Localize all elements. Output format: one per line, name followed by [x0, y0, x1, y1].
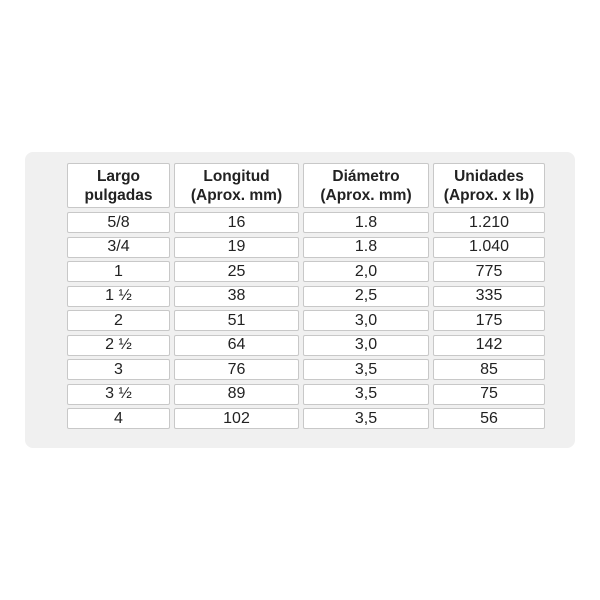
header-longitud-line1: Longitud: [203, 167, 270, 185]
cell-largo: 1: [67, 261, 170, 282]
cell-unidades: 775: [433, 261, 545, 282]
cell-diametro: 3,5: [303, 384, 429, 405]
header-longitud-line2: (Aprox. mm): [190, 186, 283, 204]
cell-largo: 3 ½: [67, 384, 170, 405]
cell-diametro: 1.8: [303, 237, 429, 258]
header-diametro: [303, 163, 429, 208]
cell-largo: 5/8: [67, 212, 170, 233]
cell-longitud: 19: [174, 237, 299, 258]
cell-longitud: 38: [174, 286, 299, 307]
cell-longitud: 25: [174, 261, 299, 282]
cell-unidades: 56: [433, 408, 545, 429]
cell-longitud: 76: [174, 359, 299, 380]
cell-diametro: 3,0: [303, 335, 429, 356]
cell-longitud: 51: [174, 310, 299, 331]
header-longitud: [174, 163, 299, 208]
cell-diametro: 2,0: [303, 261, 429, 282]
header-diametro-line1: Diámetro: [332, 167, 400, 185]
cell-longitud: 89: [174, 384, 299, 405]
cell-largo: 3/4: [67, 237, 170, 258]
cell-longitud: 16: [174, 212, 299, 233]
header-largo-line2: pulgadas: [84, 186, 153, 204]
cell-unidades: 1.210: [433, 212, 545, 233]
cell-unidades: 1.040: [433, 237, 545, 258]
cell-largo: 1 ½: [67, 286, 170, 307]
header-unidades-line1: Unidades: [454, 167, 524, 185]
cell-diametro: 1.8: [303, 212, 429, 233]
cell-diametro: 2,5: [303, 286, 429, 307]
cell-unidades: 142: [433, 335, 545, 356]
header-unidades-line2: (Aprox. x lb): [443, 186, 535, 204]
cell-unidades: 85: [433, 359, 545, 380]
cell-largo: 3: [67, 359, 170, 380]
cell-longitud: 64: [174, 335, 299, 356]
header-unidades: [433, 163, 545, 208]
cell-longitud: 102: [174, 408, 299, 429]
specs-table: [67, 163, 545, 433]
cell-diametro: 3,0: [303, 310, 429, 331]
cell-largo: 2: [67, 310, 170, 331]
header-diametro-line2: (Aprox. mm): [320, 186, 412, 204]
cell-unidades: 335: [433, 286, 545, 307]
header-largo-line1: Largo: [96, 167, 141, 185]
cell-unidades: 175: [433, 310, 545, 331]
cell-unidades: 75: [433, 384, 545, 405]
cell-diametro: 3,5: [303, 408, 429, 429]
header-largo: [67, 163, 170, 208]
cell-diametro: 3,5: [303, 359, 429, 380]
cell-largo: 4: [67, 408, 170, 429]
cell-largo: 2 ½: [67, 335, 170, 356]
